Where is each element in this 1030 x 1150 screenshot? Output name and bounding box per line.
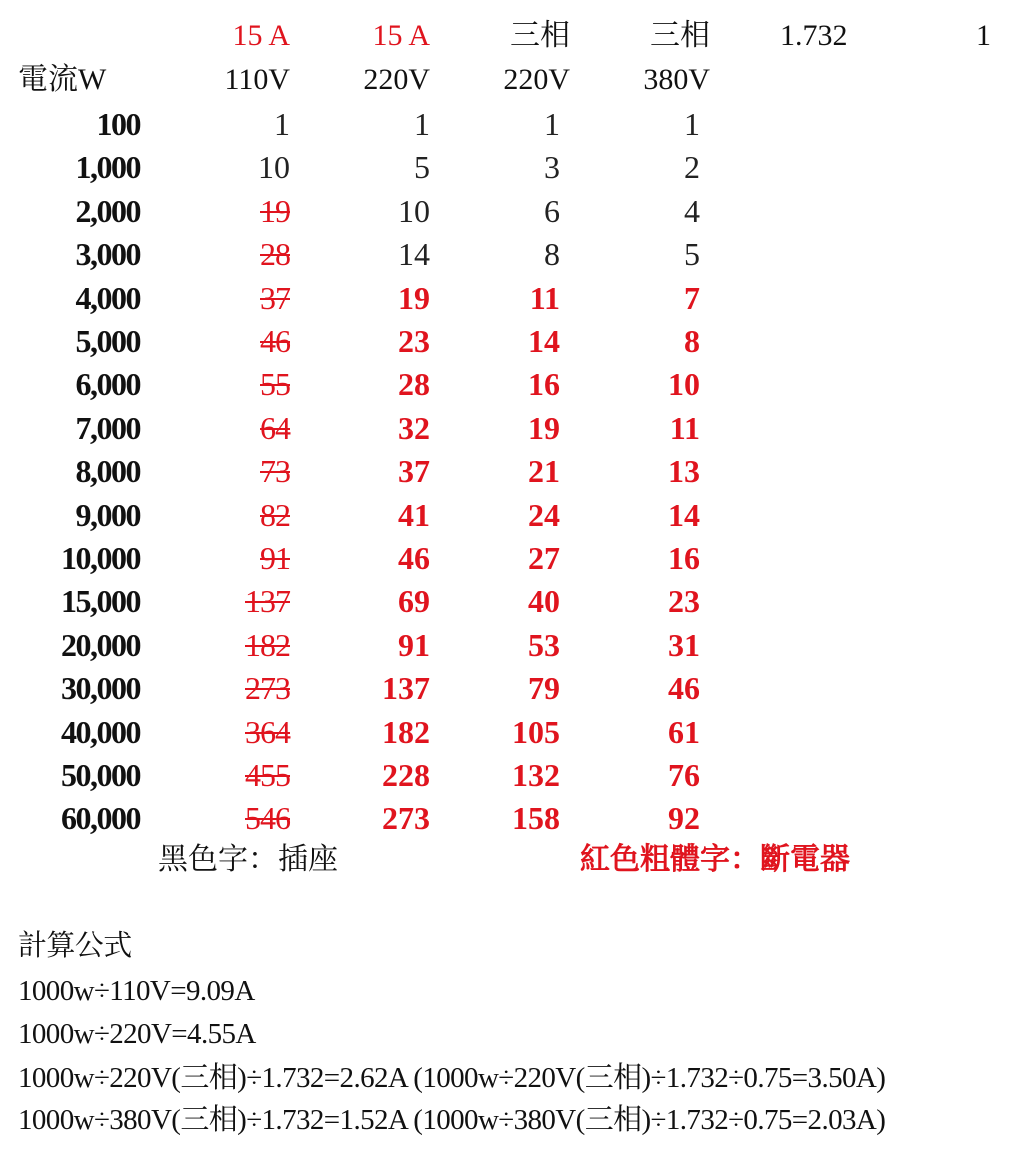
table-cell-col-2: 10 xyxy=(398,193,430,229)
formula-title: 計算公式 xyxy=(18,930,132,962)
row-watt-label: 8,000 xyxy=(75,453,140,489)
row-watt-label: 40,000 xyxy=(61,714,140,750)
row-watt-label: 3,000 xyxy=(75,236,140,272)
table-cell-col-2: 46 xyxy=(398,540,430,576)
table-cell-col-3: 8 xyxy=(544,236,560,272)
table-cell-col-2: 273 xyxy=(382,800,430,836)
table-cell-col-1: 137 xyxy=(245,583,290,619)
table-cell-col-3: 14 xyxy=(528,323,560,359)
table-cell-col-3: 11 xyxy=(529,280,560,316)
col-header-110v: 110V xyxy=(224,63,290,96)
formula-line-3phase-220v: 1000w÷220V(三相)÷1.732=2.62A (1000w÷220V(三相)÷1.732÷0.75=3.50A) xyxy=(18,1062,886,1094)
row-watt-label: 5,000 xyxy=(75,323,140,359)
table-cell-col-1: 46 xyxy=(260,323,290,359)
table-cell-col-1: 64 xyxy=(260,410,290,446)
table-cell-col-4: 23 xyxy=(668,583,700,619)
formula-line-3phase-380v: 1000w÷380V(三相)÷1.732=1.52A (1000w÷380V(三相)÷1.732÷0.75=2.03A) xyxy=(18,1104,886,1136)
row-watt-label: 60,000 xyxy=(61,800,140,836)
table-cell-col-2: 14 xyxy=(398,236,430,272)
table-cell-col-2: 28 xyxy=(398,366,430,402)
formula-line-110v: 1000w÷110V=9.09A xyxy=(18,975,255,1007)
col-header-220v: 220V xyxy=(363,63,430,96)
table-cell-col-3: 53 xyxy=(528,627,560,663)
header-220v-rating: 15 A xyxy=(372,19,430,52)
table-cell-col-2: 32 xyxy=(398,410,430,446)
table-cell-col-3: 40 xyxy=(528,583,560,619)
table-cell-col-3: 1 xyxy=(544,106,560,142)
table-cell-col-1: 546 xyxy=(245,800,290,836)
row-watt-label: 10,000 xyxy=(61,540,140,576)
row-watt-label: 15,000 xyxy=(61,583,140,619)
table-cell-col-1: 55 xyxy=(260,366,290,402)
table-cell-col-2: 69 xyxy=(398,583,430,619)
table-cell-col-4: 14 xyxy=(668,497,700,533)
row-watt-label: 50,000 xyxy=(61,757,140,793)
table-cell-col-3: 21 xyxy=(528,453,560,489)
table-cell-col-3: 79 xyxy=(528,670,560,706)
table-cell-col-2: 23 xyxy=(398,323,430,359)
table-cell-col-4: 11 xyxy=(669,410,700,446)
table-cell-col-2: 91 xyxy=(398,627,430,663)
table-cell-col-1: 10 xyxy=(258,149,290,185)
table-cell-col-1: 19 xyxy=(260,193,290,229)
table-cell-col-1: 1 xyxy=(274,106,290,142)
table-cell-col-4: 2 xyxy=(684,149,700,185)
table-cell-col-1: 455 xyxy=(245,757,290,793)
col-header-3phase-380v: 380V xyxy=(643,63,710,96)
header-3phase-220v: 三相 xyxy=(510,19,570,52)
table-cell-col-3: 24 xyxy=(528,497,560,533)
table-cell-col-4: 92 xyxy=(668,800,700,836)
row-watt-label: 4,000 xyxy=(75,280,140,316)
table-cell-col-4: 10 xyxy=(668,366,700,402)
row-watt-label: 100 xyxy=(96,106,140,142)
table-cell-col-2: 5 xyxy=(414,149,430,185)
table-cell-col-4: 1 xyxy=(684,106,700,142)
row-label-current-watt: 電流W xyxy=(18,63,107,96)
header-3phase-380v: 三相 xyxy=(650,19,710,52)
table-cell-col-2: 19 xyxy=(398,280,430,316)
table-cell-col-4: 5 xyxy=(684,236,700,272)
table-cell-col-2: 37 xyxy=(398,453,430,489)
table-cell-col-1: 182 xyxy=(245,627,290,663)
table-cell-col-2: 228 xyxy=(382,757,430,793)
row-watt-label: 2,000 xyxy=(75,193,140,229)
row-watt-label: 7,000 xyxy=(75,410,140,446)
row-watt-label: 1,000 xyxy=(75,149,140,185)
table-cell-col-4: 13 xyxy=(668,453,700,489)
table-cell-col-4: 61 xyxy=(668,714,700,750)
header-110v-rating: 15 A xyxy=(232,19,290,52)
table-cell-col-2: 41 xyxy=(398,497,430,533)
table-cell-col-3: 158 xyxy=(512,800,560,836)
table-cell-col-3: 19 xyxy=(528,410,560,446)
table-cell-col-3: 105 xyxy=(512,714,560,750)
header-unity-factor: 1 xyxy=(976,19,991,52)
table-cell-col-4: 76 xyxy=(668,757,700,793)
header-sqrt3-factor: 1.732 xyxy=(780,19,848,52)
table-cell-col-1: 28 xyxy=(260,236,290,272)
table-cell-col-1: 364 xyxy=(245,714,290,750)
table-cell-col-3: 27 xyxy=(528,540,560,576)
table-cell-col-1: 73 xyxy=(260,453,290,489)
row-watt-label: 30,000 xyxy=(61,670,140,706)
table-cell-col-2: 1 xyxy=(414,106,430,142)
table-cell-col-3: 132 xyxy=(512,757,560,793)
table-cell-col-3: 6 xyxy=(544,193,560,229)
table-cell-col-4: 8 xyxy=(684,323,700,359)
table-cell-col-4: 4 xyxy=(684,193,700,229)
table-cell-col-2: 182 xyxy=(382,714,430,750)
table-cell-col-1: 91 xyxy=(260,540,290,576)
table-cell-col-3: 3 xyxy=(544,149,560,185)
table-cell-col-4: 46 xyxy=(668,670,700,706)
legend-black-socket: 黑色字：插座 xyxy=(158,842,338,877)
row-watt-label: 9,000 xyxy=(75,497,140,533)
table-cell-col-1: 273 xyxy=(245,670,290,706)
table-cell-col-1: 37 xyxy=(260,280,290,316)
row-watt-label: 6,000 xyxy=(75,366,140,402)
table-cell-col-2: 137 xyxy=(382,670,430,706)
table-cell-col-3: 16 xyxy=(528,366,560,402)
table-cell-col-4: 16 xyxy=(668,540,700,576)
formula-line-220v: 1000w÷220V=4.55A xyxy=(18,1018,256,1050)
legend-red-breaker: 紅色粗體字：斷電器 xyxy=(580,842,850,877)
table-cell-col-1: 82 xyxy=(260,497,290,533)
table-cell-col-4: 31 xyxy=(668,627,700,663)
row-watt-label: 20,000 xyxy=(61,627,140,663)
table-cell-col-4: 7 xyxy=(684,280,700,316)
col-header-3phase-220v: 220V xyxy=(503,63,570,96)
